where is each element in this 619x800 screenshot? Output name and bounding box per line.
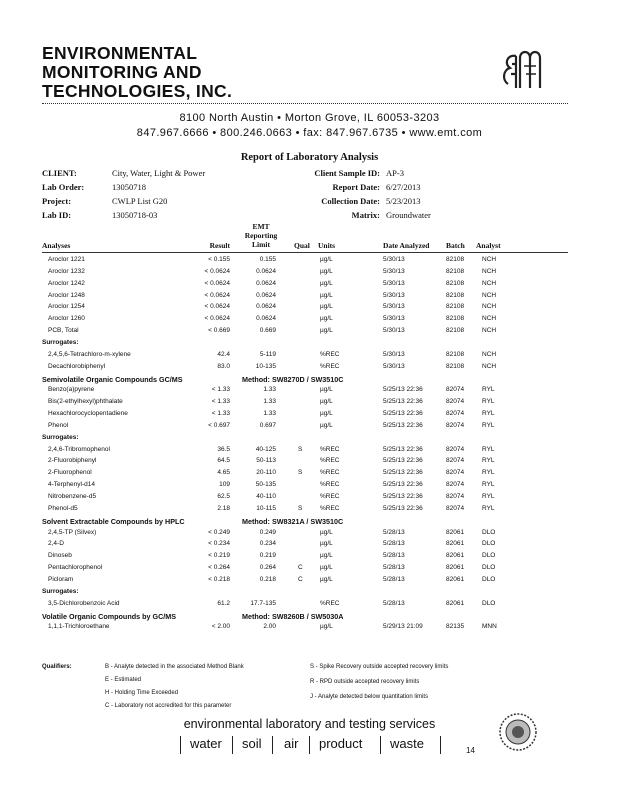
analyst: RYL <box>482 410 495 418</box>
reporting-limit: 0.0624 <box>256 279 276 287</box>
analyst: NCH <box>482 256 497 263</box>
project-label: Project: <box>42 196 72 206</box>
analyte-name: 1,1,1-Trichloroethane <box>48 623 110 631</box>
analyte-name: Decachlorobiphenyl <box>48 362 106 370</box>
reporting-limit: 0.0624 <box>256 267 276 275</box>
footer-water: water <box>190 736 222 751</box>
header-divider <box>42 103 568 104</box>
units: %REC <box>320 350 340 358</box>
footer-divider <box>380 736 381 754</box>
reporting-limit: 50-113 <box>256 457 276 465</box>
analyst: NCH <box>482 279 497 287</box>
batch-number: 82061 <box>446 564 465 572</box>
surrogates-label: Surrogates: <box>42 433 79 441</box>
analyst: NCH <box>482 327 497 335</box>
units: µg/L <box>320 327 333 335</box>
analyte-name: 2-Fluorophenol <box>48 469 92 477</box>
units: µg/L <box>320 279 333 287</box>
units: µg/L <box>320 267 333 275</box>
units: µg/L <box>320 552 333 560</box>
result-value: 4.65 <box>217 469 230 477</box>
qualifier-e: E - Estimated <box>105 677 142 683</box>
analyst: RYL <box>482 457 495 465</box>
analyte-name: Aroclor 1242 <box>48 279 85 287</box>
date-analyzed: 5/25/13 22:36 <box>383 469 423 477</box>
result-value: 83.0 <box>217 362 230 370</box>
analyte-name: Aroclor 1248 <box>48 291 85 299</box>
analyte-name: Dinoseb <box>48 552 72 560</box>
batch-number: 82074 <box>446 504 465 512</box>
units: µg/L <box>320 386 333 394</box>
date-analyzed: 5/28/13 <box>383 599 405 607</box>
analyst: NCH <box>482 350 497 358</box>
analyte-name: Aroclor 1260 <box>48 315 85 323</box>
client-label: CLIENT: <box>42 168 77 178</box>
footer-air: air <box>284 736 299 751</box>
reporting-limit: 0.234 <box>259 540 276 548</box>
result-value: < 0.155 <box>208 256 230 263</box>
batch-number: 82074 <box>446 445 465 453</box>
analyst: MNN <box>482 623 497 631</box>
units: %REC <box>320 362 340 370</box>
surrogates-label: Surrogates: <box>42 338 79 346</box>
date-analyzed: 5/30/13 <box>383 362 405 370</box>
date-analyzed: 5/25/13 22:36 <box>383 398 423 406</box>
reporting-limit: 0.669 <box>259 327 276 335</box>
reporting-limit: 0.0624 <box>256 303 276 311</box>
units: %REC <box>320 469 340 477</box>
company-line-3: TECHNOLOGIES, INC. <box>42 81 233 101</box>
qualifier-r: R - RPD outside accepted recovery limits <box>310 679 420 685</box>
reporting-limit: 1.33 <box>263 386 276 394</box>
report-date-value: 6/27/2013 <box>386 182 421 192</box>
batch-number: 82108 <box>446 279 465 287</box>
units: %REC <box>320 504 340 512</box>
col-analyses: Analyses <box>42 241 71 250</box>
batch-number: 82074 <box>446 410 465 418</box>
date-analyzed: 5/28/13 <box>383 564 405 572</box>
qualifier-b: B - Analyte detected in the associated Method Blank <box>105 664 244 670</box>
analyte-name: Nitrobenzene-d5 <box>48 493 97 500</box>
reporting-limit: 0.0624 <box>256 291 276 299</box>
batch-number: 82108 <box>446 327 465 335</box>
company-address: 8100 North Austin • Morton Grove, IL 60053-3203 <box>179 112 440 124</box>
date-analyzed: 5/28/13 <box>383 528 405 536</box>
analyst: NCH <box>482 291 497 299</box>
analyst: RYL <box>482 481 495 489</box>
section-method: Method: SW8260B / SW5030A <box>242 611 344 621</box>
batch-number: 82061 <box>446 552 465 560</box>
analyst: RYL <box>482 386 495 394</box>
analyte-name: 2,4,5-TP (Silvex) <box>48 528 97 536</box>
analyte-name: 2,4,6-Tribromophenol <box>48 445 110 453</box>
sample-value: AP-3 <box>386 168 404 178</box>
table-header-divider <box>42 252 568 253</box>
reporting-limit: 40-125 <box>255 445 276 453</box>
analyst: RYL <box>482 469 495 477</box>
col-analyst: Analyst <box>476 241 501 250</box>
reporting-limit: 10-135 <box>255 362 276 370</box>
reporting-limit: 40-110 <box>256 493 276 500</box>
report-date-label: Report Date: <box>332 182 380 192</box>
footer-divider <box>309 736 310 754</box>
date-analyzed: 5/25/13 22:36 <box>383 421 423 429</box>
units: %REC <box>320 457 340 465</box>
date-analyzed: 5/30/13 <box>383 315 405 323</box>
footer-waste: waste <box>390 736 424 751</box>
batch-number: 82135 <box>446 623 465 631</box>
section-method: Method: SW8321A / SW3510C <box>242 516 344 526</box>
result-value: < 0.0624 <box>204 279 230 287</box>
reporting-limit: 0.155 <box>259 256 276 263</box>
date-analyzed: 5/25/13 22:36 <box>383 410 423 418</box>
units: %REC <box>320 493 340 500</box>
col-reporting-limit: EMT Reporting Limit <box>244 222 278 249</box>
result-value: < 1.33 <box>211 398 230 406</box>
qualifier-flag: S <box>298 445 303 453</box>
reporting-limit: 1.33 <box>263 410 276 418</box>
date-analyzed: 5/30/13 <box>383 267 405 275</box>
date-analyzed: 5/30/13 <box>383 327 405 335</box>
result-value: < 0.218 <box>208 575 230 583</box>
result-value: < 0.264 <box>208 564 230 572</box>
date-analyzed: 5/29/13 21:09 <box>383 623 423 631</box>
date-analyzed: 5/28/13 <box>383 552 405 560</box>
date-analyzed: 5/25/13 22:36 <box>383 481 423 489</box>
analyst: DLO <box>482 575 496 583</box>
result-value: < 1.33 <box>211 410 230 418</box>
analyte-name: Aroclor 1221 <box>48 256 85 263</box>
units: µg/L <box>320 528 333 536</box>
result-value: < 0.697 <box>208 421 230 429</box>
emt-logo-icon <box>500 44 552 96</box>
analyst: DLO <box>482 528 496 536</box>
units: µg/L <box>320 421 333 429</box>
units: %REC <box>320 481 340 489</box>
result-value: 2.18 <box>217 504 230 512</box>
analyst: NCH <box>482 303 497 311</box>
batch-number: 82108 <box>446 256 465 263</box>
analyst: NCH <box>482 315 497 323</box>
footer-divider <box>232 736 233 754</box>
result-value: 109 <box>219 481 230 489</box>
reporting-limit: 0.697 <box>259 421 276 429</box>
collection-value: 5/23/2013 <box>386 196 421 206</box>
result-value: < 0.234 <box>208 540 230 548</box>
date-analyzed: 5/30/13 <box>383 279 405 287</box>
reporting-limit: 17.7-135 <box>250 599 276 607</box>
lab-order-label: Lab Order: <box>42 182 85 192</box>
reporting-limit: 20-110 <box>256 469 276 477</box>
client-value: City, Water, Light & Power <box>112 168 206 178</box>
result-value: 42.4 <box>217 350 230 358</box>
analyst: DLO <box>482 599 496 607</box>
company-line-1: ENVIRONMENTAL <box>42 43 198 63</box>
company-line-2: MONITORING AND <box>42 62 202 82</box>
units: µg/L <box>320 315 333 323</box>
footer-divider <box>180 736 181 754</box>
analyte-name: 4-Terphenyl-d14 <box>48 481 95 489</box>
batch-number: 82074 <box>446 398 465 406</box>
result-value: < 0.0624 <box>204 315 230 323</box>
sample-label: Client Sample ID: <box>314 168 380 178</box>
date-analyzed: 5/28/13 <box>383 575 405 583</box>
qualifier-flag: C <box>298 575 303 583</box>
units: %REC <box>320 445 340 453</box>
date-analyzed: 5/28/13 <box>383 540 405 548</box>
reporting-limit: 0.0624 <box>256 315 276 323</box>
batch-number: 82108 <box>446 362 465 370</box>
section-title: Semivolatile Organic Compounds GC/MS <box>42 374 183 384</box>
company-phones: 847.967.6666 • 800.246.0663 • fax: 847.967.6735 • www.emt.com <box>136 127 483 139</box>
analyte-name: Pentachlorophenol <box>48 564 103 572</box>
result-value: 36.5 <box>217 445 230 453</box>
company-name <box>42 44 232 101</box>
analyte-name: PCB, Total <box>48 327 79 335</box>
footer-divider <box>272 736 273 754</box>
page-number: 14 <box>466 746 475 755</box>
analyst: NCH <box>482 362 497 370</box>
batch-number: 82074 <box>446 457 465 465</box>
date-analyzed: 5/25/13 22:36 <box>383 457 423 465</box>
batch-number: 82074 <box>446 481 465 489</box>
result-value: 64.5 <box>217 457 230 465</box>
units: µg/L <box>320 540 333 548</box>
result-value: < 2.00 <box>211 623 230 631</box>
batch-number: 82108 <box>446 315 465 323</box>
result-value: < 0.669 <box>208 327 230 335</box>
accreditation-seal-icon <box>498 712 538 752</box>
collection-label: Collection Date: <box>321 196 380 206</box>
section-title: Volatile Organic Compounds by GC/MS <box>42 611 177 621</box>
analyte-name: Benzo(a)pyrene <box>48 386 95 394</box>
units: µg/L <box>320 575 333 583</box>
qualifier-flag: S <box>298 469 303 477</box>
lab-id-value: 13050718-03 <box>112 210 158 220</box>
col-qual: Qual <box>294 241 310 250</box>
qualifiers-label: Qualifiers: <box>42 664 72 670</box>
units: µg/L <box>320 291 333 299</box>
footer-soil: soil <box>242 736 262 751</box>
analyst: DLO <box>482 552 496 560</box>
analyte-name: Hexachlorocyclopentadiene <box>48 410 128 418</box>
reporting-limit: 0.219 <box>259 552 276 560</box>
surrogates-label: Surrogates: <box>42 587 79 595</box>
batch-number: 82074 <box>446 469 465 477</box>
matrix-label: Matrix: <box>351 210 380 220</box>
batch-number: 82061 <box>446 575 465 583</box>
result-value: 62.5 <box>217 493 230 500</box>
analyte-name: 2-Fluorobiphenyl <box>48 457 97 465</box>
reporting-limit: 1.33 <box>263 398 276 406</box>
reporting-limit: 50-135 <box>255 481 276 489</box>
result-value: < 0.0624 <box>204 291 230 299</box>
analyst: RYL <box>482 421 495 429</box>
batch-number: 82108 <box>446 267 465 275</box>
reporting-limit: 5-119 <box>259 350 276 358</box>
date-analyzed: 5/30/13 <box>383 303 405 311</box>
units: µg/L <box>320 256 333 263</box>
units: µg/L <box>320 410 333 418</box>
batch-number: 82061 <box>446 540 465 548</box>
batch-number: 82061 <box>446 599 465 607</box>
analyte-name: Aroclor 1232 <box>48 267 85 275</box>
reporting-limit: 0.264 <box>259 564 276 572</box>
analyte-name: Phenol <box>48 421 69 429</box>
section-method: Method: SW8270D / SW3510C <box>242 374 344 384</box>
units: µg/L <box>320 303 333 311</box>
qualifier-c: C - Laboratory not accredited for this parameter <box>105 703 232 709</box>
reporting-limit: 0.249 <box>259 528 276 536</box>
analyte-name: 2,4,5,6-Tetrachloro-m-xylene <box>48 350 131 358</box>
section-title: Solvent Extractable Compounds by HPLC <box>42 516 185 526</box>
footer-divider <box>440 736 441 754</box>
batch-number: 82074 <box>446 493 465 500</box>
result-value: < 0.0624 <box>204 267 230 275</box>
footer-tagline: environmental laboratory and testing services <box>183 717 436 731</box>
qualifier-flag: S <box>298 504 303 512</box>
analyst: RYL <box>482 493 495 500</box>
result-value: < 0.249 <box>208 528 230 536</box>
footer-product: product <box>319 736 363 751</box>
reporting-limit: 2.00 <box>263 623 276 631</box>
date-analyzed: 5/25/13 22:36 <box>383 445 423 453</box>
date-analyzed: 5/30/13 <box>383 291 405 299</box>
qualifier-flag: C <box>298 564 303 572</box>
batch-number: 82061 <box>446 528 465 536</box>
analyst: NCH <box>482 267 497 275</box>
units: µg/L <box>320 398 333 406</box>
analyte-name: Bis(2-ethylhexyl)phthalate <box>48 398 123 406</box>
date-analyzed: 5/30/13 <box>383 350 405 358</box>
lab-id-label: Lab ID: <box>42 210 72 220</box>
col-units: Units <box>318 241 336 250</box>
analyst: RYL <box>482 504 495 512</box>
analyte-name: Aroclor 1254 <box>48 303 85 311</box>
result-value: 61.2 <box>217 599 230 607</box>
col-batch: Batch <box>446 241 465 250</box>
analyst: DLO <box>482 564 496 572</box>
project-value: CWLP List G20 <box>112 196 168 206</box>
result-value: < 1.33 <box>211 386 230 394</box>
analyte-name: Phenol-d5 <box>48 504 78 512</box>
batch-number: 82074 <box>446 421 465 429</box>
qualifier-j: J - Analyte detected below quantitation limits <box>310 694 429 700</box>
analyst: RYL <box>482 445 495 453</box>
reporting-limit: 10-115 <box>256 504 276 512</box>
matrix-value: Groundwater <box>386 210 431 220</box>
analyst: RYL <box>482 398 495 406</box>
units: µg/L <box>320 623 333 631</box>
batch-number: 82108 <box>446 291 465 299</box>
analyte-name: 2,4-D <box>48 540 64 548</box>
batch-number: 82074 <box>446 386 465 394</box>
lab-order-value: 13050718 <box>112 182 146 192</box>
units: %REC <box>320 599 340 607</box>
qualifier-s: S - Spike Recovery outside accepted recovery limits <box>310 664 449 670</box>
batch-number: 82108 <box>446 350 465 358</box>
date-analyzed: 5/30/13 <box>383 256 405 263</box>
qualifier-h: H - Holding Time Exceeded <box>105 690 179 696</box>
reporting-limit: 0.218 <box>259 575 276 583</box>
date-analyzed: 5/25/13 22:36 <box>383 386 423 394</box>
result-value: < 0.219 <box>208 552 230 560</box>
analyte-name: 3,5-Dichlorobenzoic Acid <box>48 599 120 607</box>
report-title: Report of Laboratory Analysis <box>240 152 379 163</box>
col-date-analyzed: Date Analyzed <box>383 241 430 250</box>
analyst: DLO <box>482 540 496 548</box>
result-value: < 0.0624 <box>204 303 230 311</box>
date-analyzed: 5/25/13 22:36 <box>383 493 423 500</box>
batch-number: 82108 <box>446 303 465 311</box>
col-result: Result <box>209 241 230 250</box>
units: µg/L <box>320 564 333 572</box>
analyte-name: Picloram <box>48 575 74 583</box>
date-analyzed: 5/25/13 22:36 <box>383 504 423 512</box>
